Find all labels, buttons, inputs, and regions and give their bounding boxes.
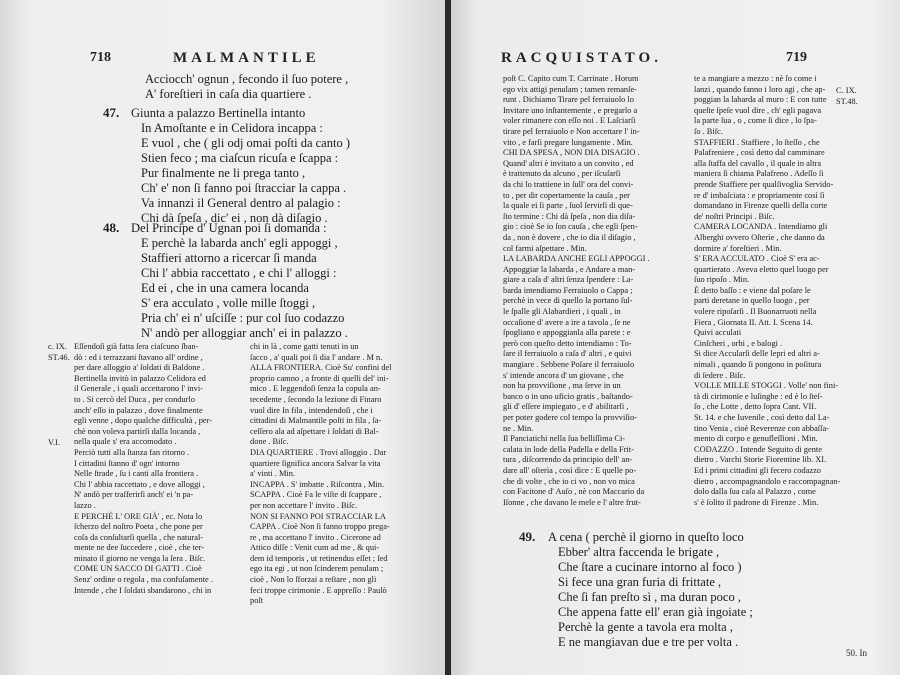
commentary-line: che di volte , che io ci vo , non vo mica: [503, 476, 635, 486]
commentary-line: I cittadini ſtanno d' ogn' intorno: [74, 458, 180, 468]
commentary-line: Il Panciatichi nella ſua belliſſima Ci-: [503, 434, 626, 444]
commentary-line: proprio camno , a fronte di quelli del' ini-: [250, 373, 389, 383]
stanza-47: Giunta a palazzo Bertinella intanto In Amoſtante e in Celidora incappa : E vuol , che ( gli odj omai poſti da canto ) Stien feco ; ma ciaſcun ricuſa e ſcappa : Pur finalmente ne li prega tanto , Ch' e' non ſi fanno poi ſtracciar la cappa . Va innanzi il General dentro al palagio : Chi dà ſpeſa , dic' ei , non dà diſagio .: [131, 106, 350, 225]
commentary-line: ego vix attigi penulam ; tamen remanſe-: [503, 84, 637, 94]
margin-note: C. IX. ST.48.: [836, 86, 858, 106]
commentary-line: per poter godere col tempo la provviſio-: [503, 413, 637, 422]
commentary-line: barda intendiamo Ferraiuolo o Cappa ;: [503, 285, 633, 295]
commentary-line: COME UN SACCO DI GATTI . Cioè: [74, 564, 202, 574]
stanza-number: 47.: [103, 105, 120, 120]
commentary-line: da , non è dovere , che io dia il diſagio ,: [503, 232, 636, 242]
commentary-line: E PERCHÈ L' ORE GIÀ' , ec. Nota lo: [74, 511, 203, 521]
commentary-line: Alberghi ovvero Oſterìe , che danno da: [694, 232, 825, 242]
commentary-line: Si dice Accularſi delle lepri ed altri a-: [694, 349, 820, 359]
commentary-line: gio : cioè Se io ſon cauſa , che egli ſpen-: [503, 222, 638, 232]
commentary-line: volere ripoſarſi . Il Buonarruoti nella: [694, 307, 817, 317]
commentary-line: da chi lo trattiene in ſull' ora del convi-: [503, 179, 634, 189]
commentary-line: ceſſero ala ad aſpettare i ſoldati di Bal-: [250, 426, 379, 436]
commentary-line: coſa da conſultarſi quella , che natural-: [74, 532, 204, 542]
commentary-line: Attico diſſe : Venit cum ad me , & qui-: [250, 543, 380, 553]
commentary-line: per non accettare l' invito . Biſc.: [250, 500, 358, 510]
commentary-column: [503, 74, 685, 508]
commentary-line: St. 14. e che Iuvenile , così detto dal La-: [694, 413, 830, 422]
commentary-line: tura , diſcorrendo da principio dell' an-: [503, 455, 633, 465]
commentary-line: nella quale s' era accomodato .: [74, 437, 177, 447]
commentary-line: prende Staffiere per qualſivoglia Servido-: [694, 179, 834, 189]
commentary-line: dolo dalla ſua caſa al Palazzo , come: [694, 487, 816, 497]
commentary-line: re d' imbaſciata : e propriamente così ſi: [694, 190, 825, 200]
commentary-line: Invitare uno inſtantemente , e pregarlo a: [503, 105, 638, 115]
commentary-line: Eſſendoſi già fatta ſera ciaſcuno ſban-: [74, 342, 199, 351]
commentary-line: dò : ed i terrazzani ſtavano all' ordine ,: [74, 352, 203, 362]
commentary-line: per dare alloggio a' ſoldati di Baldone .: [74, 363, 205, 373]
commentary-line: ſcherzo del noſtro Poeta , che pone per: [74, 522, 203, 532]
commentary-line: to , per dir copertamente la cauſa , per: [503, 190, 630, 200]
margin-note: V.I.: [48, 438, 60, 447]
commentary-line: maniera ſi chiama Palafreno . Adeſſo ſi: [694, 169, 824, 179]
commentary-line: N' andò per traſferirſi anch' ei 'n pa-: [74, 490, 194, 500]
commentary-line: te a mangiare a mezzo : nè ſo come i: [694, 74, 817, 83]
commentary-line: NON SI FANNO POI STRACCIAR LA: [250, 511, 386, 521]
commentary-line: done . Biſc.: [250, 437, 289, 447]
commentary-line: Cinſcheri , orbi , e balogi .: [694, 338, 783, 348]
right-page: [451, 0, 900, 675]
commentary-line: s' è ſolito il padrone di Firenze . Min.: [694, 497, 819, 507]
commentary-line: feci troppe cirimonie . E appreſſo : Paulò: [250, 585, 387, 595]
commentary-line: Chi l' abbia raccettato , e dove alloggi ,: [74, 479, 205, 489]
commentary-line: occaſione d' avere a ire a tavola , ſe ne: [503, 317, 631, 327]
commentary-line: però con queſto detto intendiamo : To-: [503, 338, 632, 348]
commentary-line: s' intende ancora d' un giovane , che: [503, 370, 624, 380]
commentary-line: mico . E leggendoſi ſenza la copula an-: [250, 384, 381, 394]
commentary-line: banco o in uno uficio gratis , baſtando-: [503, 391, 633, 401]
commentary-line: Quand' altri è invitato a un convito , ed: [503, 158, 634, 168]
commentary-line: dietro . Varchi Storie Fiorentine lib. XI.: [694, 455, 827, 465]
commentary-line: Intende , che I ſoldati sbandarono , chi in: [74, 585, 212, 595]
commentary-line: domandano in Firenze quelli della corte: [694, 201, 828, 211]
running-head: RACQUISTATO.: [501, 50, 662, 66]
commentary-line: calata in lode della Padella e della Frit-: [503, 444, 634, 454]
commentary-line: ſare il ferraiuolo a caſa d' altri , e quivi: [503, 349, 632, 359]
commentary-line: Perciò tutti alla ſtanza fan ritorno .: [74, 447, 190, 457]
commentary-line: anch' eſſo in palazzo , dove finalmente: [74, 405, 203, 415]
commentary-line: runt . Dichiamo Tirare pel ferraiuolo lo: [503, 95, 634, 105]
commentary-line: poggian la labarda al muro : E con tutte: [694, 95, 827, 105]
commentary-line: perchè in vece di quello la portano ſul-: [503, 296, 633, 306]
commentary-line: dare all' oſterìa , così dice : E quelle po-: [503, 465, 637, 475]
commentary-line: ſo . Biſc.: [694, 126, 723, 136]
commentary-line: quartiere ſignifica ancora Salvar la vita: [250, 458, 381, 468]
commentary-line: cittadini di Malmantile poſti in fila , ſa-: [250, 416, 382, 426]
commentary-line: lazzo .: [74, 500, 96, 510]
page-number: 719: [786, 50, 807, 65]
commentary-line: quartierato . Aveva eletto quel luogo per: [694, 264, 829, 274]
commentary-line: di ſedere . Biſc.: [694, 370, 746, 380]
commentary-line: ego ita egi , ut non ſcinderem penulam ;: [250, 564, 384, 574]
commentary-line: STAFFIERI . Staffiere , lo ſteſſo , che: [694, 137, 820, 147]
intro-lines: Acciocch' ognun , fecondo il ſuo potere , A' foreſtieri in caſa dia quartiere .: [145, 72, 349, 101]
commentary-line: nimali , quando ſi pongono in poſitura: [694, 360, 822, 370]
commentary-line: S' ERA ACCULATO . Cioè S' era ac-: [694, 254, 820, 264]
commentary-line: giare a caſa d' altri ſenza ſpendere : La-: [503, 275, 634, 285]
commentary-line: la quale ei ſi parte , ſuol ſervirſi di que-: [503, 201, 633, 211]
commentary-line: CHI DA SPESA , NON DIA DISAGIO .: [503, 148, 640, 158]
commentary-line: a' vinti . Min.: [250, 469, 296, 479]
margin-note: c. IX. ST.46.: [48, 342, 70, 362]
commentary-line: Nelle ſtrade , ſu i canti alla frontiera .: [74, 469, 199, 479]
commentary-line: egli venne , dopo qualche difficultà , per-: [74, 416, 213, 426]
commentary-line: lanzi , quando fanno i loro agi , che ap-: [694, 84, 826, 94]
stanza-48: Del Principe d' Ugnan poi ſi domanda : E perchè la labarda anch' egli appoggi , Staffieri attorno a ricercar ſi manda Chi l' abbia raccettato , e chi l' alloggi : Ed ei , che in una camera locanda S' era acculato , volle mille ſtoggi , Pria ch' ei n' uſciſſe : pur col ſuo codazzo N' andò per alloggiar anch' ei in palazzo .: [131, 221, 348, 340]
commentary-line: non ha provviſione , ma ſerve in un: [503, 381, 621, 391]
commentary-line: dietro , accompagnandolo e raccompagnan-: [694, 476, 841, 486]
commentary-line: re , ma accettano l' invito . Cicerone ad: [250, 532, 381, 542]
commentary-line: Appoggiar la labarda , e Andare a man-: [503, 264, 636, 274]
commentary-line: tecedente , ſecondo la lezione di Finaro: [250, 394, 382, 404]
commentary-line: ALLA FRONTIERA. Cioè Su' confini del: [250, 363, 392, 373]
commentary-line: DIA QUARTIERE . Trovi alloggio . Dar: [250, 447, 387, 457]
commentary-line: Bertinella invitò in palazzo Celidora ed: [74, 373, 206, 383]
commentary-line: CAPPA . Cioè Non ſi fanno troppo prega-: [250, 522, 390, 532]
commentary-line: mente ne dee ſuccedere , cioè , che ter-: [74, 543, 205, 553]
commentary-line: vito , e farſi pregare lungamente . Min.: [503, 137, 633, 147]
commentary-line: ſto termine : Chi dà ſpeſa , non dia diſa-: [503, 211, 636, 221]
commentary-line: Palafreniere , così detto dal camminare: [694, 148, 825, 158]
commentary-line: Iſonne , che davano le mele e l' altre frut-: [503, 497, 641, 507]
commentary-line: tirare pel ferraiuolo e Non accettare l' in-: [503, 126, 640, 136]
commentary-line: col farmi aſpettare . Min.: [503, 243, 587, 253]
commentary-line: ne . Min.: [503, 423, 534, 433]
commentary-line: Quivi acculati: [694, 328, 742, 338]
commentary-line: tino Venia , cioè Reverenze con abbaſſa-: [694, 423, 829, 433]
commentary-line: poſt C. Capito cum T. Carrinate . Horum: [503, 74, 639, 83]
commentary-line: le ſpalle gli Alabardieri , i quali , in: [503, 307, 621, 317]
commentary-line: chi in là , come gatti tenuti in un: [250, 342, 359, 351]
commentary-line: CODAZZO . Intende Seguito di gente: [694, 444, 822, 454]
commentary-line: INCAPPA . S' imbatte . Riſcontra , Min.: [250, 479, 385, 489]
commentary-line: de' noſtri Principi . Biſc.: [694, 211, 775, 221]
commentary-line: CAMERA LOCANDA . Intendiamo gli: [694, 222, 828, 232]
running-head: MALMANTILE: [173, 50, 320, 66]
commentary-line: alla ſtaffa del cavallo , il quale in altra: [694, 158, 822, 168]
commentary-line: Senz' ordine o regola , ma confuſamente .: [74, 575, 213, 585]
stanza-number: 49.: [519, 529, 536, 544]
commentary-line: ſuo ripoſo . Min.: [694, 275, 750, 285]
commentary-line: dem id temporis , ut retinendus eſſet ; ſed: [250, 553, 388, 563]
commentary-line: ſo , che Lotte , detto ſopra Cant. VII.: [694, 402, 817, 412]
commentary-line: Fiera , Giornata II. Att. I. Scena 14.: [694, 317, 813, 327]
commentary-line: ſpogliano e appoggianla alla parete : e: [503, 328, 631, 338]
commentary-line: ſacco , a' quali poi ſi dia l' andare . M n.: [250, 352, 383, 362]
commentary-line: con Facitone d' Auſo , nè con Maccario da: [503, 487, 645, 497]
commentary-line: gli d' eſſere impiegato , e d' abilitarſi ,: [503, 402, 629, 412]
commentary-column: [74, 342, 244, 596]
commentary-line: parti deretane in quello luogo , per: [694, 296, 810, 306]
catchword: 50. In: [846, 648, 867, 658]
commentary-line: mento di corpo e genufleſſioni . Min.: [694, 434, 818, 444]
commentary-line: Ed i primi cittadini gli fecero codazzo: [694, 465, 821, 475]
commentary-line: queſte ſpeſe vuol dire , ch' egli pagava: [694, 105, 822, 115]
page-number: 718: [90, 50, 111, 65]
commentary-line: il Generale , i quali accettarono l' invi-: [74, 384, 203, 394]
commentary-line: vuol dire In fila , intendendoſi , che i: [250, 405, 373, 415]
commentary-line: dormire a' foreſtieri . Min.: [694, 243, 782, 253]
commentary-line: LA LABARDA ANCHE EGLI APPOGGI .: [503, 254, 650, 264]
commentary-line: È detto baſſo : e viene dal poſare le: [694, 285, 811, 295]
commentary-line: VOLLE MILLE STOGGI . Volle' non fini-: [694, 381, 839, 391]
commentary-column: [694, 74, 844, 508]
commentary-line: voler rimanere con eſſo noi . E Laſciarſi: [503, 116, 636, 126]
commentary-line: poſt: [250, 596, 264, 606]
commentary-line: tà di cirimonie e luſinghe : ed è lo ſteſ-: [694, 391, 823, 401]
commentary-line: chè non voleva partirſi dalla locanda ,: [74, 426, 201, 436]
left-page: [0, 0, 446, 675]
commentary-line: cioè , Non lo ſforzai a reſtare , non gli: [250, 575, 377, 585]
commentary-line: mangiare . Sebbene Poſare il ferraiuolo: [503, 360, 635, 370]
commentary-line: la parte ſua , o , come ſi dice , lo ſpa-: [694, 116, 817, 126]
commentary-line: to . Si cercò del Duca , per condurlo: [74, 394, 195, 404]
stanza-number: 48.: [103, 220, 120, 235]
commentary-column: [250, 342, 425, 607]
stanza-49: A cena ( perchè il giorno in queſto loco Ebber' altra faccenda le brigate , Che ſtare a cucinare intorno al foco ) Si fece una gran furia di frittate , Che ſi fan preſto sì , ma duran poco , Che appena fatte ell' eran già ingoiate ; Perchè la gente a tavola era molta , E ne mangiavan due e tre per volta .: [548, 530, 753, 649]
commentary-line: è trattenuto da alcuno , per iſcuſarſi: [503, 169, 621, 179]
commentary-line: minato il giorno ne venga la ſera . Biſc.: [74, 553, 206, 563]
commentary-line: SCAPPA . Cioè Fa le viſte di ſcappare ,: [250, 490, 382, 500]
